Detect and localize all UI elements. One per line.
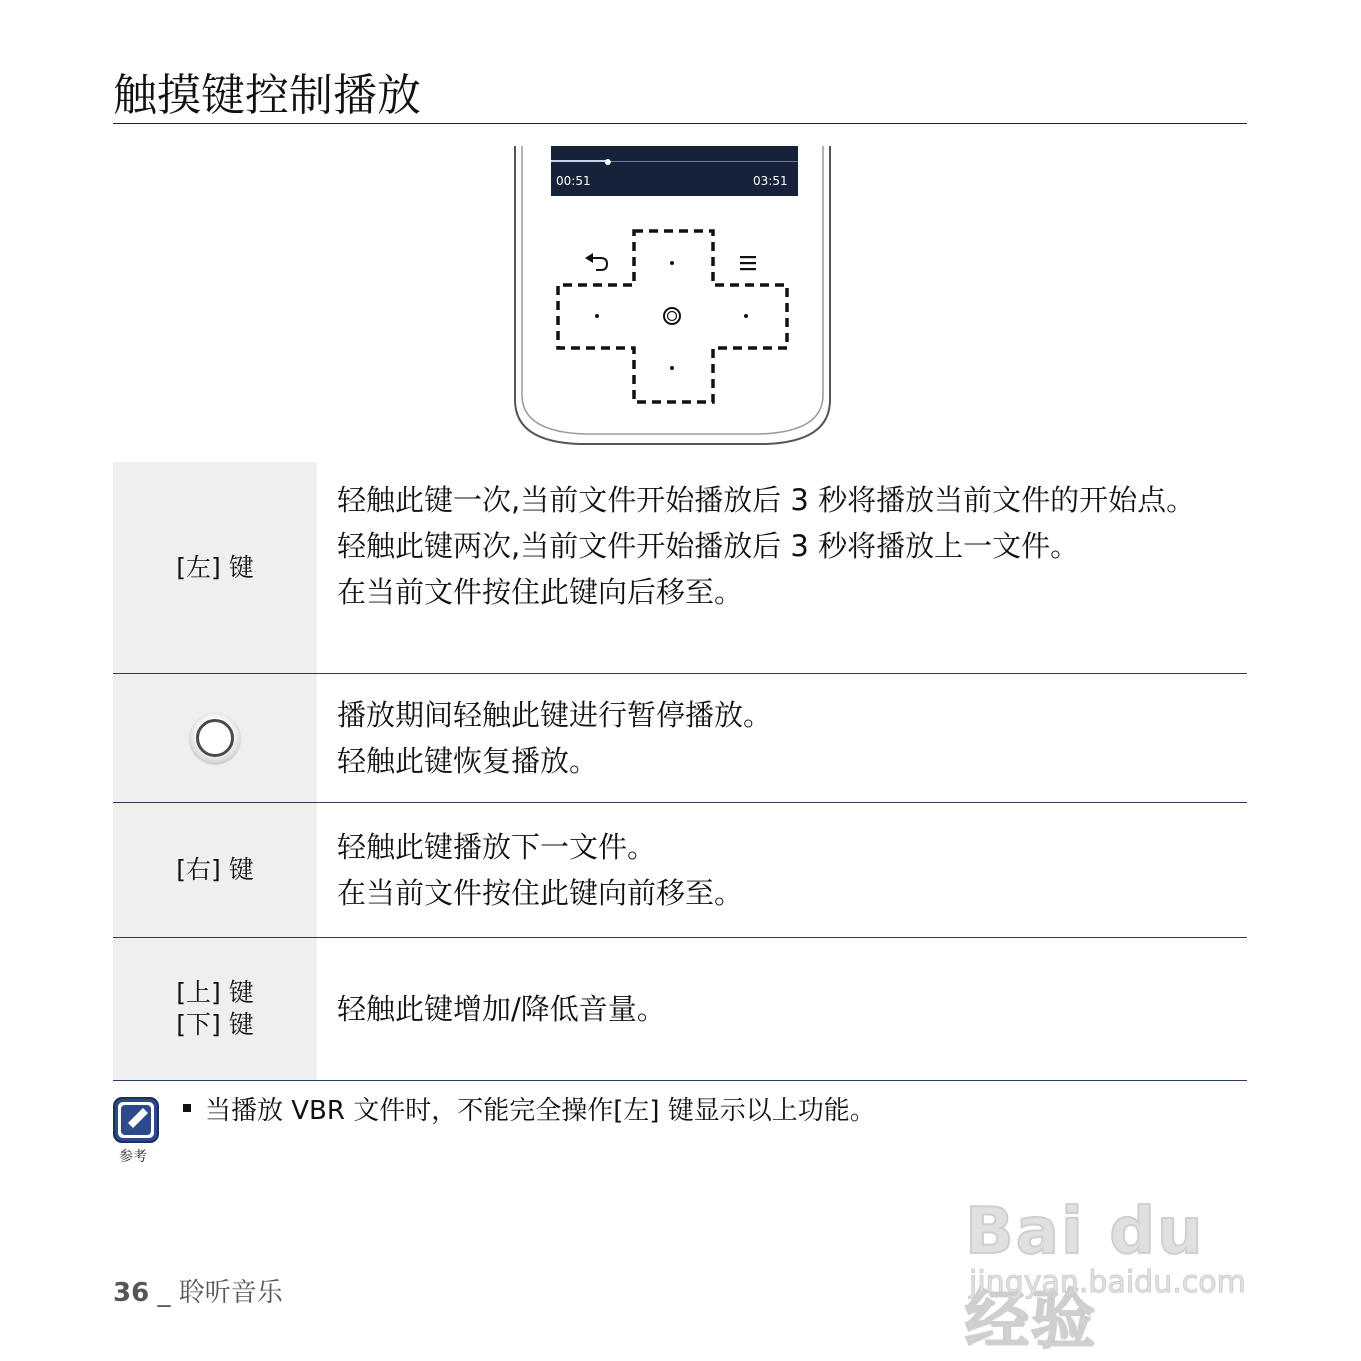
menu-lines-icon — [740, 256, 756, 270]
key-label: [右] 键 — [176, 855, 254, 884]
description-cell — [317, 462, 1247, 673]
table-row — [113, 938, 1247, 1081]
description-line: 轻触此键恢复播放。 — [337, 744, 599, 778]
description-cell — [317, 803, 1247, 937]
progress-fill — [551, 160, 608, 162]
description-line: 轻触此键播放下一文件。 — [337, 830, 657, 864]
description-line: 轻触此键两次,当前文件开始播放后 3 秒将播放上一文件。 — [337, 529, 1080, 563]
bullet-icon — [183, 1104, 191, 1112]
key-label: [上] 键 — [176, 978, 254, 1007]
table-row — [113, 803, 1247, 938]
note-caption: 参考 — [119, 1149, 147, 1165]
watermark-url: jingyan.baidu.com — [969, 1265, 1246, 1300]
device-illustration — [500, 140, 845, 455]
description-line: 在当前文件按住此键向前移至。 — [337, 876, 744, 910]
key-cell — [113, 803, 317, 937]
section-name: _ 聆听音乐 — [157, 1278, 283, 1308]
key-label: [下] 键 — [176, 1010, 254, 1039]
description-line: 播放期间轻触此键进行暂停播放。 — [337, 698, 773, 732]
watermark-logo: Bai du 经验 — [965, 1195, 1205, 1358]
down-dot — [670, 366, 674, 370]
key-cell — [113, 938, 317, 1080]
device-svg — [500, 140, 845, 455]
page-footer — [113, 1275, 283, 1311]
progress-knob — [605, 159, 611, 165]
center-circle-button-icon — [190, 713, 240, 763]
description-line: 在当前文件按住此键向后移至。 — [337, 575, 744, 609]
description-line: 轻触此键增加/降低音量。 — [337, 992, 666, 1026]
key-cell — [113, 674, 317, 802]
table-row — [113, 674, 1247, 803]
total-time: 03:51 — [753, 174, 788, 188]
key-label: [左] 键 — [176, 552, 254, 582]
elapsed-time: 00:51 — [556, 174, 591, 188]
title-divider — [113, 123, 1247, 124]
description-line: 轻触此键一次,当前文件开始播放后 3 秒将播放当前文件的开始点。 — [337, 483, 1196, 517]
baidu-watermark — [965, 1165, 1285, 1358]
page-title: 触摸键控制播放 — [113, 70, 421, 121]
description-cell — [317, 938, 1247, 1080]
up-dot — [670, 261, 674, 265]
right-dot — [744, 314, 748, 318]
page-number: 36 — [113, 1278, 150, 1308]
device-screen — [551, 146, 798, 196]
left-dot — [595, 314, 599, 318]
note-text: 当播放 VBR 文件时，不能完全操作[左] 键显示以上功能。 — [205, 1096, 876, 1126]
table-row — [113, 462, 1247, 674]
key-cell — [113, 462, 317, 673]
description-cell — [317, 674, 1247, 802]
control-table — [113, 462, 1247, 1081]
note-text-line — [183, 1093, 876, 1129]
note-pencil-icon — [112, 1096, 160, 1144]
